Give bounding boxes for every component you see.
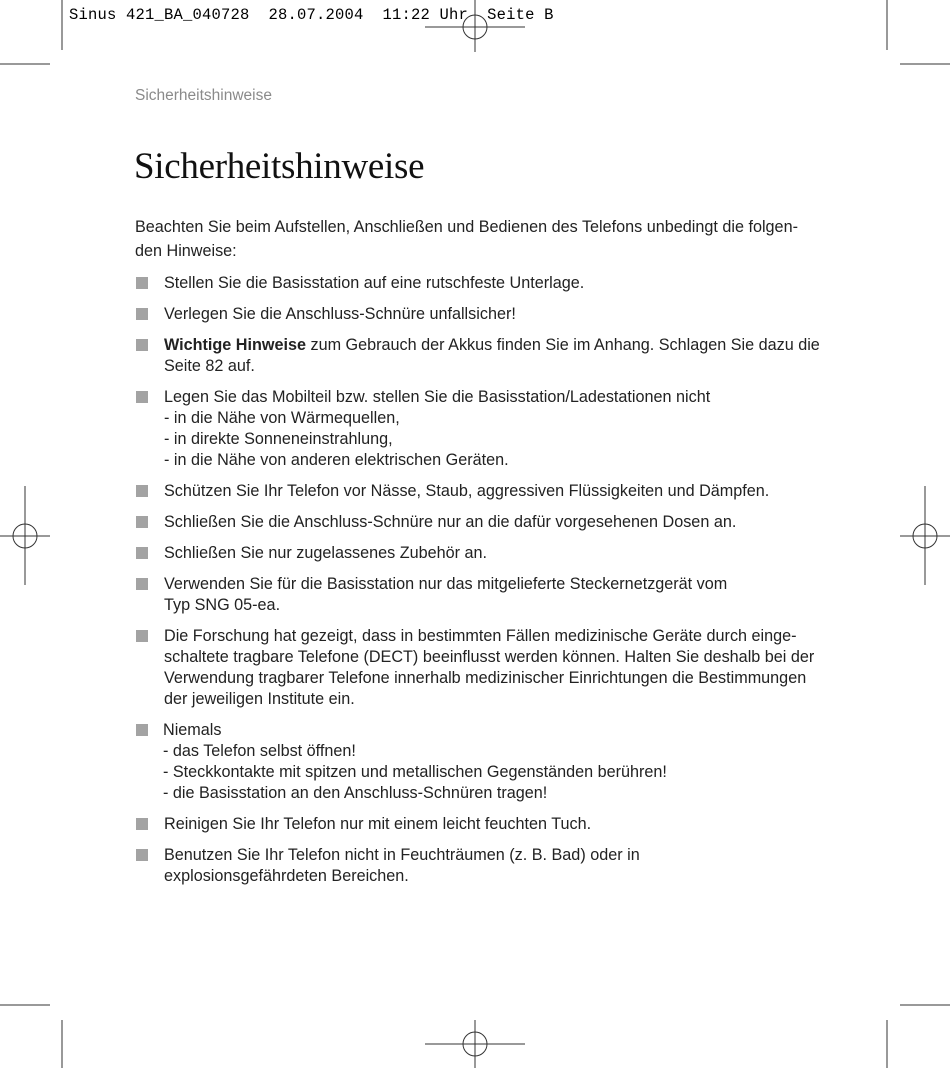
item-text: explosionsgefährdeten Bereichen. bbox=[164, 867, 409, 885]
item-text bbox=[164, 335, 825, 356]
item-text: Legen Sie das Mobilteil bzw. stellen Sie die Basisstation/Ladestationen nicht bbox=[164, 388, 711, 406]
item-text-rest: zum Gebrauch der Akkus finden Sie im Anhang. Schlagen Sie dazu die bbox=[305, 336, 820, 354]
item-text: Typ SNG 05-ea. bbox=[164, 596, 281, 614]
item-text: Verlegen Sie die Anschluss-Schnüre unfallsicher! bbox=[164, 305, 516, 323]
item-text: Schließen Sie die Anschluss-Schnüre nur an die dafür vorgesehenen Dosen an. bbox=[164, 513, 737, 531]
square-bullet-icon bbox=[136, 277, 148, 289]
sub-item: - das Telefon selbst öffnen! bbox=[163, 742, 356, 760]
list-item bbox=[135, 304, 825, 325]
registration-mark-right bbox=[900, 486, 950, 585]
intro-paragraph bbox=[135, 215, 815, 263]
square-bullet-icon bbox=[136, 516, 148, 528]
list-item bbox=[135, 574, 825, 616]
item-text: Die Forschung hat gezeigt, dass in bestimmten Fällen medizinische Geräte durch einge- bbox=[164, 627, 797, 645]
list-item bbox=[135, 845, 825, 887]
intro-line: Beachten Sie beim Aufstellen, Anschließen und Bedienen des Telefons unbedingt die folgen- bbox=[135, 218, 798, 236]
item-text: Verwenden Sie für die Basisstation nur das mitgelieferte Steckernetzgerät vom bbox=[164, 575, 728, 593]
registration-mark-top bbox=[425, 0, 525, 52]
list-item bbox=[135, 387, 825, 471]
sub-item: - Steckkontakte mit spitzen und metallischen Gegenständen berühren! bbox=[163, 763, 667, 781]
square-bullet-icon bbox=[136, 818, 148, 830]
square-bullet-icon bbox=[136, 308, 148, 320]
list-item bbox=[135, 512, 825, 533]
page-title: Sicherheitshinweise bbox=[134, 146, 425, 187]
list-item bbox=[135, 720, 825, 804]
list-item bbox=[135, 626, 825, 710]
safety-list bbox=[135, 273, 825, 897]
item-text: Schützen Sie Ihr Telefon vor Nässe, Staub, aggressiven Flüssigkeiten und Dämpfen. bbox=[164, 482, 770, 500]
item-text: schaltete tragbare Telefone (DECT) beeinflusst werden können. Halten Sie deshalb bei der bbox=[164, 648, 815, 666]
item-text: der jeweiligen Institute ein. bbox=[164, 690, 355, 708]
square-bullet-icon bbox=[136, 724, 148, 736]
item-text: Seite 82 auf. bbox=[164, 357, 255, 375]
square-bullet-icon bbox=[136, 849, 148, 861]
square-bullet-icon bbox=[136, 391, 148, 403]
item-text: Verwendung tragbarer Telefone innerhalb medizinischer Einrichtungen die Bestimmungen bbox=[164, 669, 807, 687]
square-bullet-icon bbox=[136, 339, 148, 351]
item-text: Schließen Sie nur zugelassenes Zubehör an. bbox=[164, 544, 488, 562]
list-item bbox=[135, 335, 825, 377]
square-bullet-icon bbox=[136, 578, 148, 590]
item-text: Niemals bbox=[163, 721, 222, 739]
registration-mark-bottom bbox=[425, 1020, 525, 1068]
square-bullet-icon bbox=[136, 485, 148, 497]
sub-item: - die Basisstation an den Anschluss-Schnüren tragen! bbox=[163, 784, 548, 802]
bold-lead: Wichtige Hinweise bbox=[164, 336, 306, 354]
item-text: Reinigen Sie Ihr Telefon nur mit einem leicht feuchten Tuch. bbox=[164, 815, 592, 833]
list-item bbox=[135, 273, 825, 294]
item-text: Stellen Sie die Basisstation auf eine rutschfeste Unterlage. bbox=[164, 274, 585, 292]
registration-mark-left bbox=[0, 486, 50, 585]
intro-line: den Hinweise: bbox=[135, 242, 237, 260]
sub-item: - in direkte Sonneneinstrahlung, bbox=[164, 430, 393, 448]
print-slug: Sinus 421_BA_040728 28.07.2004 11:22 Uhr Seite B bbox=[69, 6, 554, 24]
sub-item: - in die Nähe von Wärmequellen, bbox=[164, 409, 400, 427]
item-text: Benutzen Sie Ihr Telefon nicht in Feuchträumen (z. B. Bad) oder in bbox=[164, 846, 640, 864]
running-head: Sicherheitshinweise bbox=[135, 87, 272, 104]
sub-item: - in die Nähe von anderen elektrischen Geräten. bbox=[164, 451, 509, 469]
square-bullet-icon bbox=[136, 547, 148, 559]
square-bullet-icon bbox=[136, 630, 148, 642]
list-item bbox=[135, 814, 825, 835]
list-item bbox=[135, 481, 825, 502]
list-item bbox=[135, 543, 825, 564]
